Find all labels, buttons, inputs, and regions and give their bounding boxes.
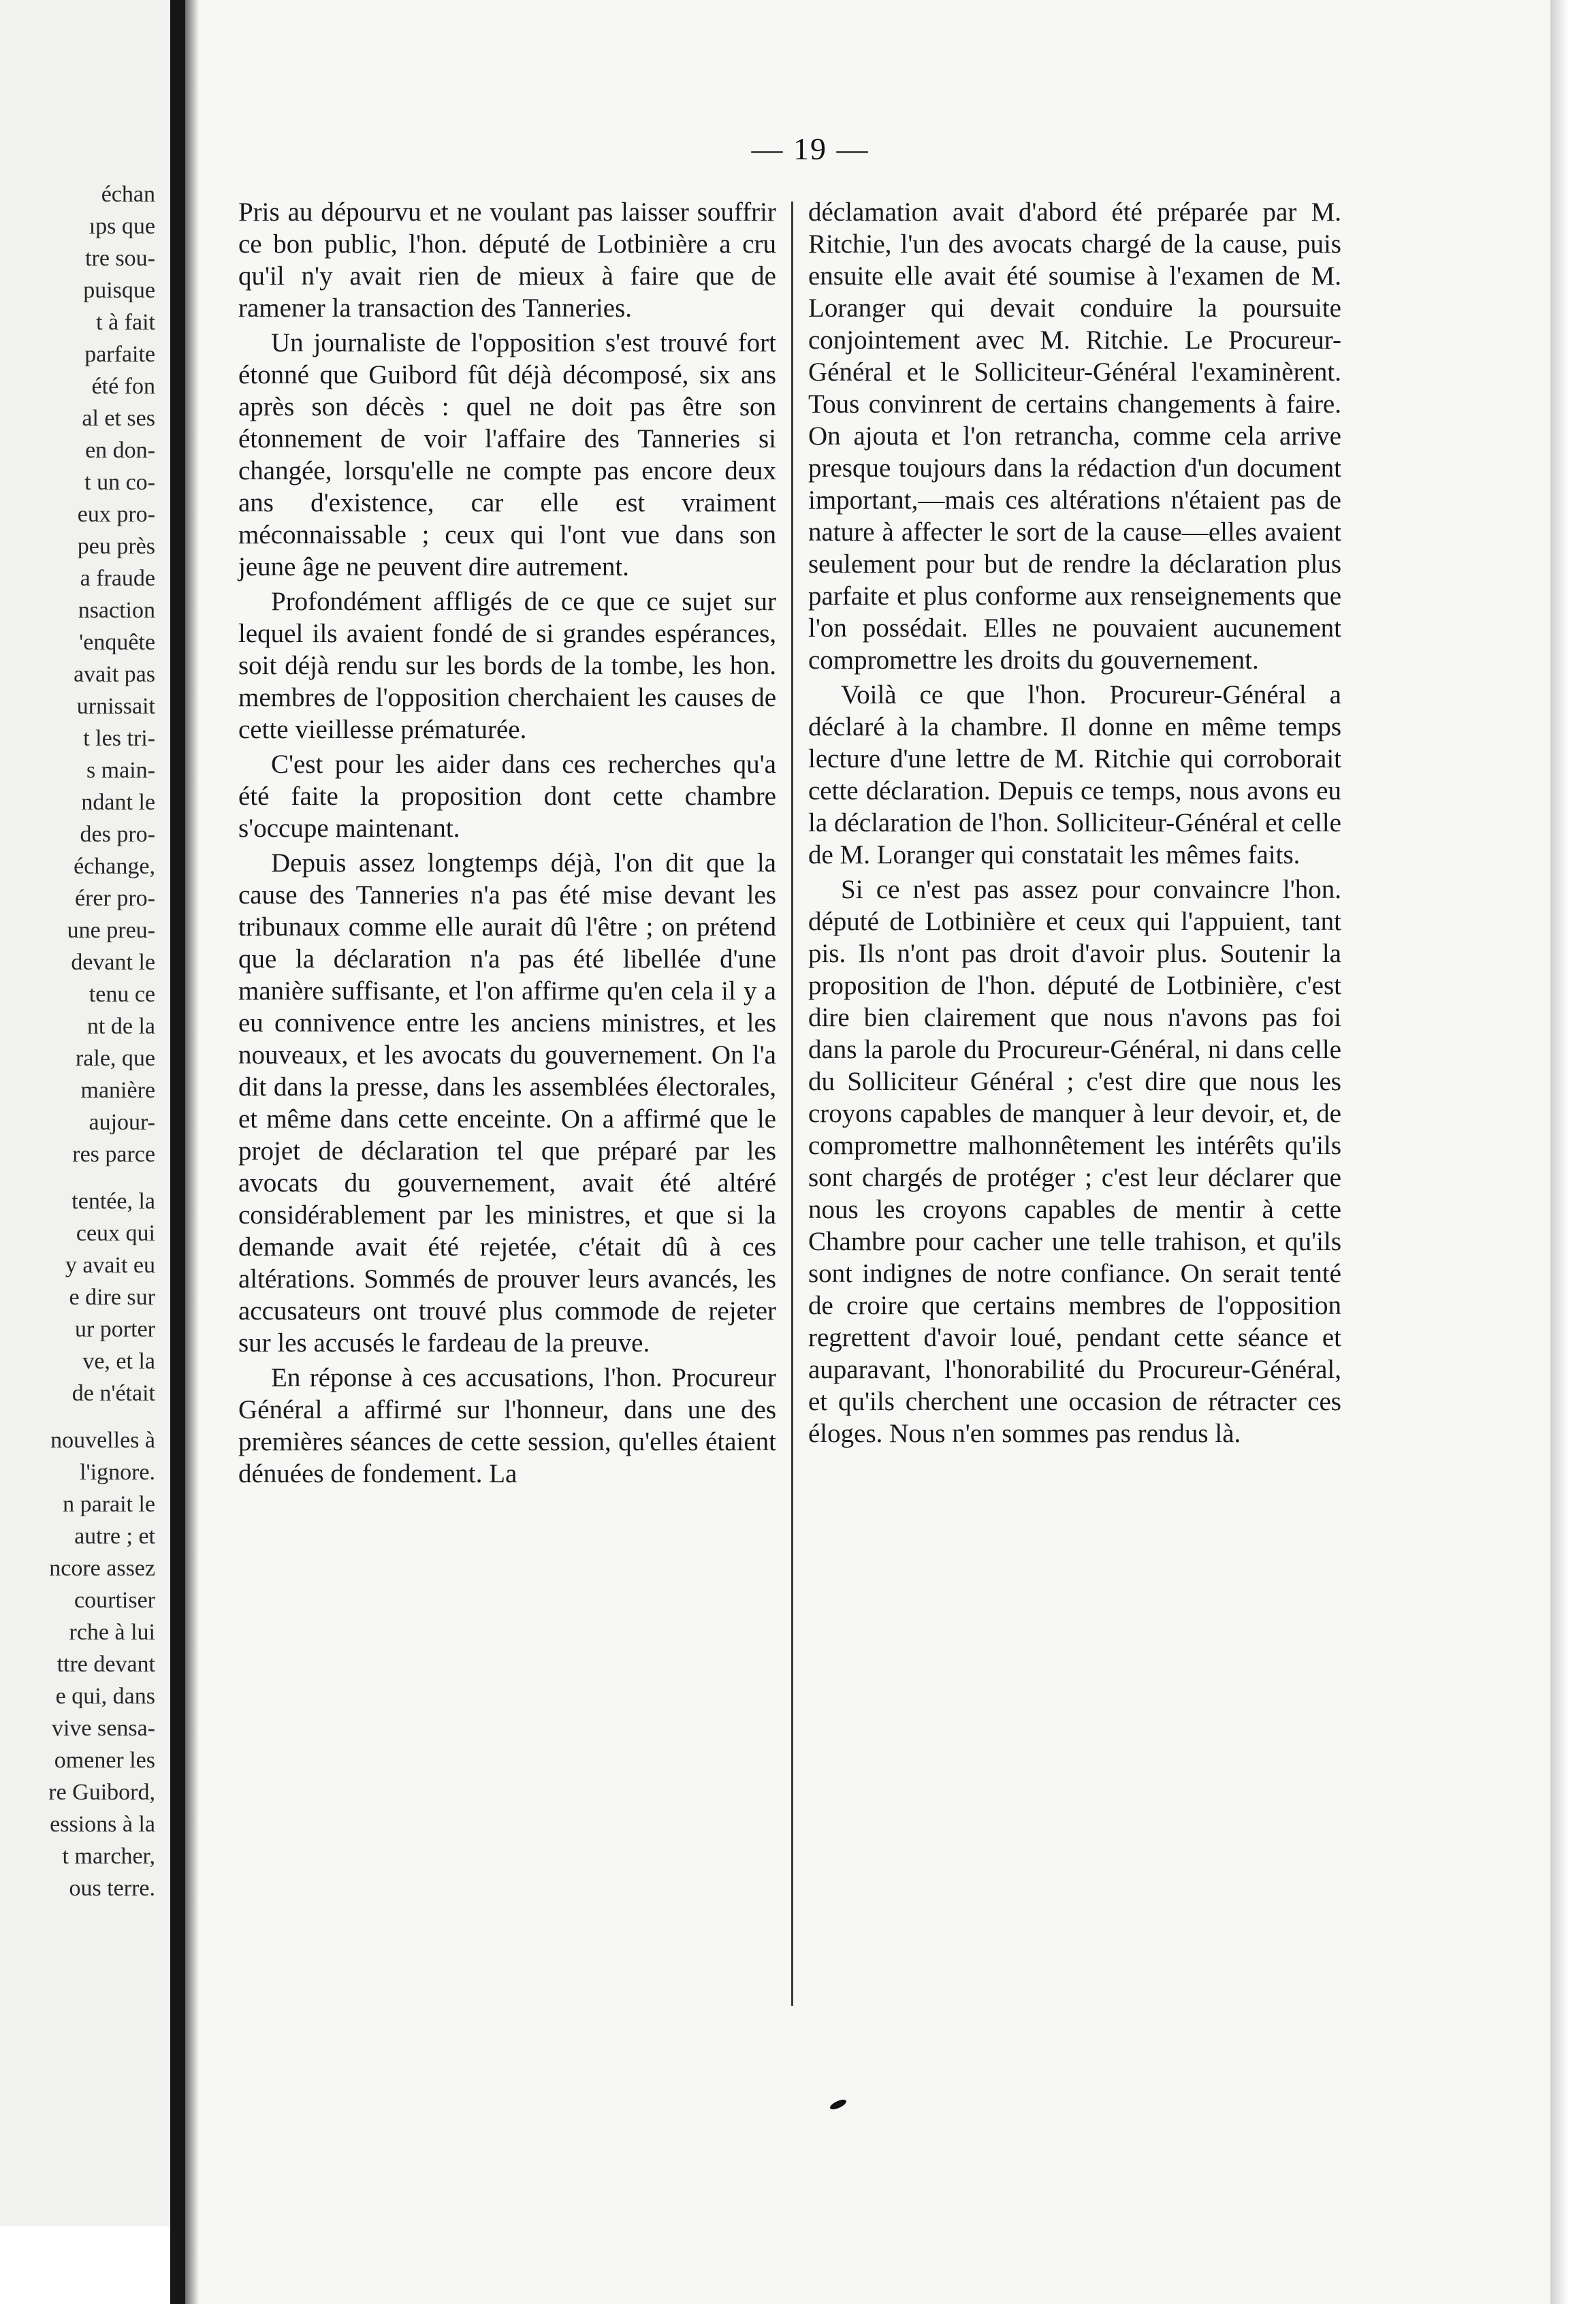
paragraph: Depuis assez longtemps déjà, l'on dit que la cause des Tanneries n'a pas été mise devant les tribunaux comme elle aurait dû l'être ; on prétend que la déclaration n'a pas été libellée d'une manière suffisante, et l'on affirme qu'en cela il y a eu connivence entre les anciens ministres, et les nouveaux, et les avocats du gouvernement. On l'a dit dans la presse, dans les assemblées électorales, et même dans cette enceinte. On a affirmé que le projet de déclaration tel que préparé par les avocats du gouvernement, avait été altéré considérablement par les ministres, et que si la demande avait été rejetée, c'était dû à ces altérations. Sommés de prouver leurs avancés, les accusateurs ont trouvé plus commode de rejeter sur les accusés le fardeau de la preuve. bbox=[238, 848, 776, 1358]
facing-page-line: devant le bbox=[71, 950, 155, 975]
paragraph: Un journaliste de l'opposition s'est trouvé fort étonné que Guibord fût déjà décomposé, six ans après son décès : quel ne doit pas être son étonnement de voir l'affaire des Tanneries si changée, lorsqu'elle ne compte pas encore deux ans d'existence, car elle est vraiment méconnaissable ; ceux qui l'ont vue dans son jeune âge ne peuvent dire autrement. bbox=[238, 328, 776, 581]
facing-page-line: nt de la bbox=[86, 1014, 155, 1039]
facing-page-line: aujour- bbox=[89, 1110, 155, 1135]
page-edge bbox=[1550, 0, 1596, 2304]
facing-page-line: rche à lui bbox=[69, 1620, 155, 1645]
facing-page-line: t à fait bbox=[96, 310, 155, 335]
paragraph: Si ce n'est pas assez pour convaincre l'hon. député de Lotbinière et ceux qui l'appuient, tant pis. Ils n'ont pas droit d'avoir plus. Soutenir la proposition de l'hon. député de Lotbinière, c'est dire bien clairement que nous n'avons pas foi dans la parole du Procureur-Général, ni dans celle du Solliciteur Général ; c'est dire que nous les croyons capables de manquer à leur devoir, et, de compromettre malhonnêtement les intérêts qu'ils sont chargés de protéger ; c'est leur déclarer que nous les croyons capables de mentir à cette Chambre pour cacher une telle trahison, et qu'ils sont indignes de notre confiance. On serait tenté de croire que certains membres de l'opposition regrettent d'avoir loué, pendant cette séance et auparavant, l'honorabilité du Procureur-Général, et qu'ils cherchent une occasion de rétracter ces éloges. Nous n'en sommes pas rendus là. bbox=[808, 875, 1341, 1448]
binding-shadow bbox=[185, 0, 199, 2304]
facing-page-line: de n'était bbox=[71, 1381, 155, 1406]
facing-page-line: ous terre. bbox=[69, 1876, 155, 1901]
facing-page-line: eux pro- bbox=[77, 502, 155, 527]
facing-page-line: ttre devant bbox=[57, 1652, 155, 1677]
page-number: — 19 — bbox=[751, 131, 869, 166]
facing-page-line: s main- bbox=[86, 758, 155, 783]
facing-page-line: re Guibord, bbox=[48, 1780, 155, 1805]
facing-page-line: t marcher, bbox=[62, 1844, 155, 1869]
facing-page-line: e dire sur bbox=[69, 1285, 155, 1310]
facing-page-line: urnissait bbox=[76, 694, 155, 719]
facing-page-line: l'ignore. bbox=[80, 1460, 155, 1485]
facing-page-line: ve, et la bbox=[82, 1349, 155, 1374]
facing-page-line: puisque bbox=[83, 278, 155, 303]
paragraph: déclamation avait d'abord été préparée par M. Ritchie, l'un des avocats chargé de la cause, puis ensuite elle avait été soumise à l'examen de M. Loranger qui devait conduire la poursuite conjointement avec M. Ritchie. Le Procureur-Général et le Solliciteur-Général l'examinèrent. Tous convinrent de certains changements à faire. On ajouta et l'on retrancha, comme cela arrive presque toujours dans la rédaction d'un document important,—mais ces altérations n'étaient pas de nature à affecter le sort de la cause—elles avaient seulement pour but de rendre la déclaration plus parfaite et plus conforme aux renseignements que l'on possédait. Elles ne pouvaient aucunement compromettre les droits du gouvernement. bbox=[808, 197, 1341, 675]
facing-page-line: y avait eu bbox=[65, 1253, 155, 1278]
facing-page-line: tre sou- bbox=[85, 246, 155, 271]
facing-page-line: nouvelles à bbox=[50, 1428, 155, 1453]
facing-page-line: nsaction bbox=[78, 598, 155, 623]
text-column-right bbox=[808, 196, 1341, 1450]
facing-page-line: e qui, dans bbox=[55, 1684, 155, 1709]
facing-page-line: des pro- bbox=[80, 822, 155, 847]
facing-page-line: t un co- bbox=[84, 470, 155, 495]
facing-page-line: tentée, la bbox=[71, 1189, 155, 1214]
paragraph: Voilà ce que l'hon. Procureur-Général a déclaré à la chambre. Il donne en même temps lecture d'une lettre de M. Ritchie qui corroborait cette déclaration. Depuis ce temps, nous avons eu la déclaration de l'hon. Solliciteur-Général et celle de M. Loranger qui constatait les mêmes faits. bbox=[808, 680, 1341, 869]
book-binding bbox=[170, 0, 185, 2304]
facing-page-line: avait pas bbox=[74, 662, 155, 687]
text-column-left bbox=[238, 196, 776, 1490]
facing-page-line: tenu ce bbox=[89, 982, 155, 1007]
facing-page-line: t les tri- bbox=[83, 726, 155, 751]
facing-page-line: été fon bbox=[91, 374, 155, 399]
facing-page-line: courtiser bbox=[74, 1588, 155, 1613]
facing-page-line: ndant le bbox=[81, 790, 155, 815]
facing-page-line: ncore assez bbox=[49, 1556, 155, 1581]
facing-page-line: en don- bbox=[85, 438, 155, 463]
facing-page-line: omener les bbox=[54, 1748, 155, 1773]
facing-page-line: 'enquête bbox=[79, 630, 155, 655]
column-divider bbox=[791, 202, 793, 2006]
paragraph: Profondément affligés de ce que ce sujet sur lequel ils avaient fondé de si grandes espérances, soit déjà rendu sur les bords de la tombe, les hon. membres de l'opposition cherchaient les causes de cette vieillesse prématurée. bbox=[238, 587, 776, 744]
paragraph: Pris au dépourvu et ne voulant pas laisser souffrir ce bon public, l'hon. député de Lotbinière a cru qu'il n'y avait rien de mieux à faire que de ramener la transaction des Tanneries. bbox=[238, 197, 776, 323]
facing-page-line: érer pro- bbox=[75, 886, 155, 911]
facing-page-fragment bbox=[0, 0, 170, 2226]
facing-page-line: n parait le bbox=[63, 1492, 155, 1517]
facing-page-line: manière bbox=[80, 1078, 155, 1103]
facing-page-line: autre ; et bbox=[74, 1524, 155, 1549]
facing-page-line: ur porter bbox=[74, 1317, 155, 1342]
facing-page-line: res parce bbox=[72, 1142, 155, 1167]
facing-page-line: échan bbox=[101, 182, 155, 207]
facing-page-line: peu près bbox=[77, 534, 155, 559]
facing-page-line: vive sensa- bbox=[51, 1716, 155, 1741]
facing-page-line: al et ses bbox=[82, 406, 155, 431]
facing-page-line: échange, bbox=[74, 854, 155, 879]
facing-page-line: rale, que bbox=[75, 1046, 155, 1071]
paragraph: C'est pour les aider dans ces recherches qu'a été faite la proposition dont cette chambre s'occupe maintenant. bbox=[238, 750, 776, 843]
facing-page-line: ıps que bbox=[89, 214, 155, 239]
paragraph: En réponse à ces accusations, l'hon. Procureur Général a affirmé sur l'honneur, dans une des premières séances de cette session, qu'elles étaient dénuées de fondement. La bbox=[238, 1363, 776, 1488]
facing-page-line: une preu- bbox=[67, 918, 155, 943]
facing-page-line: a fraude bbox=[80, 566, 155, 591]
facing-page-line: parfaite bbox=[84, 342, 155, 367]
facing-page-text bbox=[0, 178, 155, 1904]
facing-page-line: essions à la bbox=[50, 1812, 155, 1837]
facing-page-line: ceux qui bbox=[76, 1221, 155, 1246]
